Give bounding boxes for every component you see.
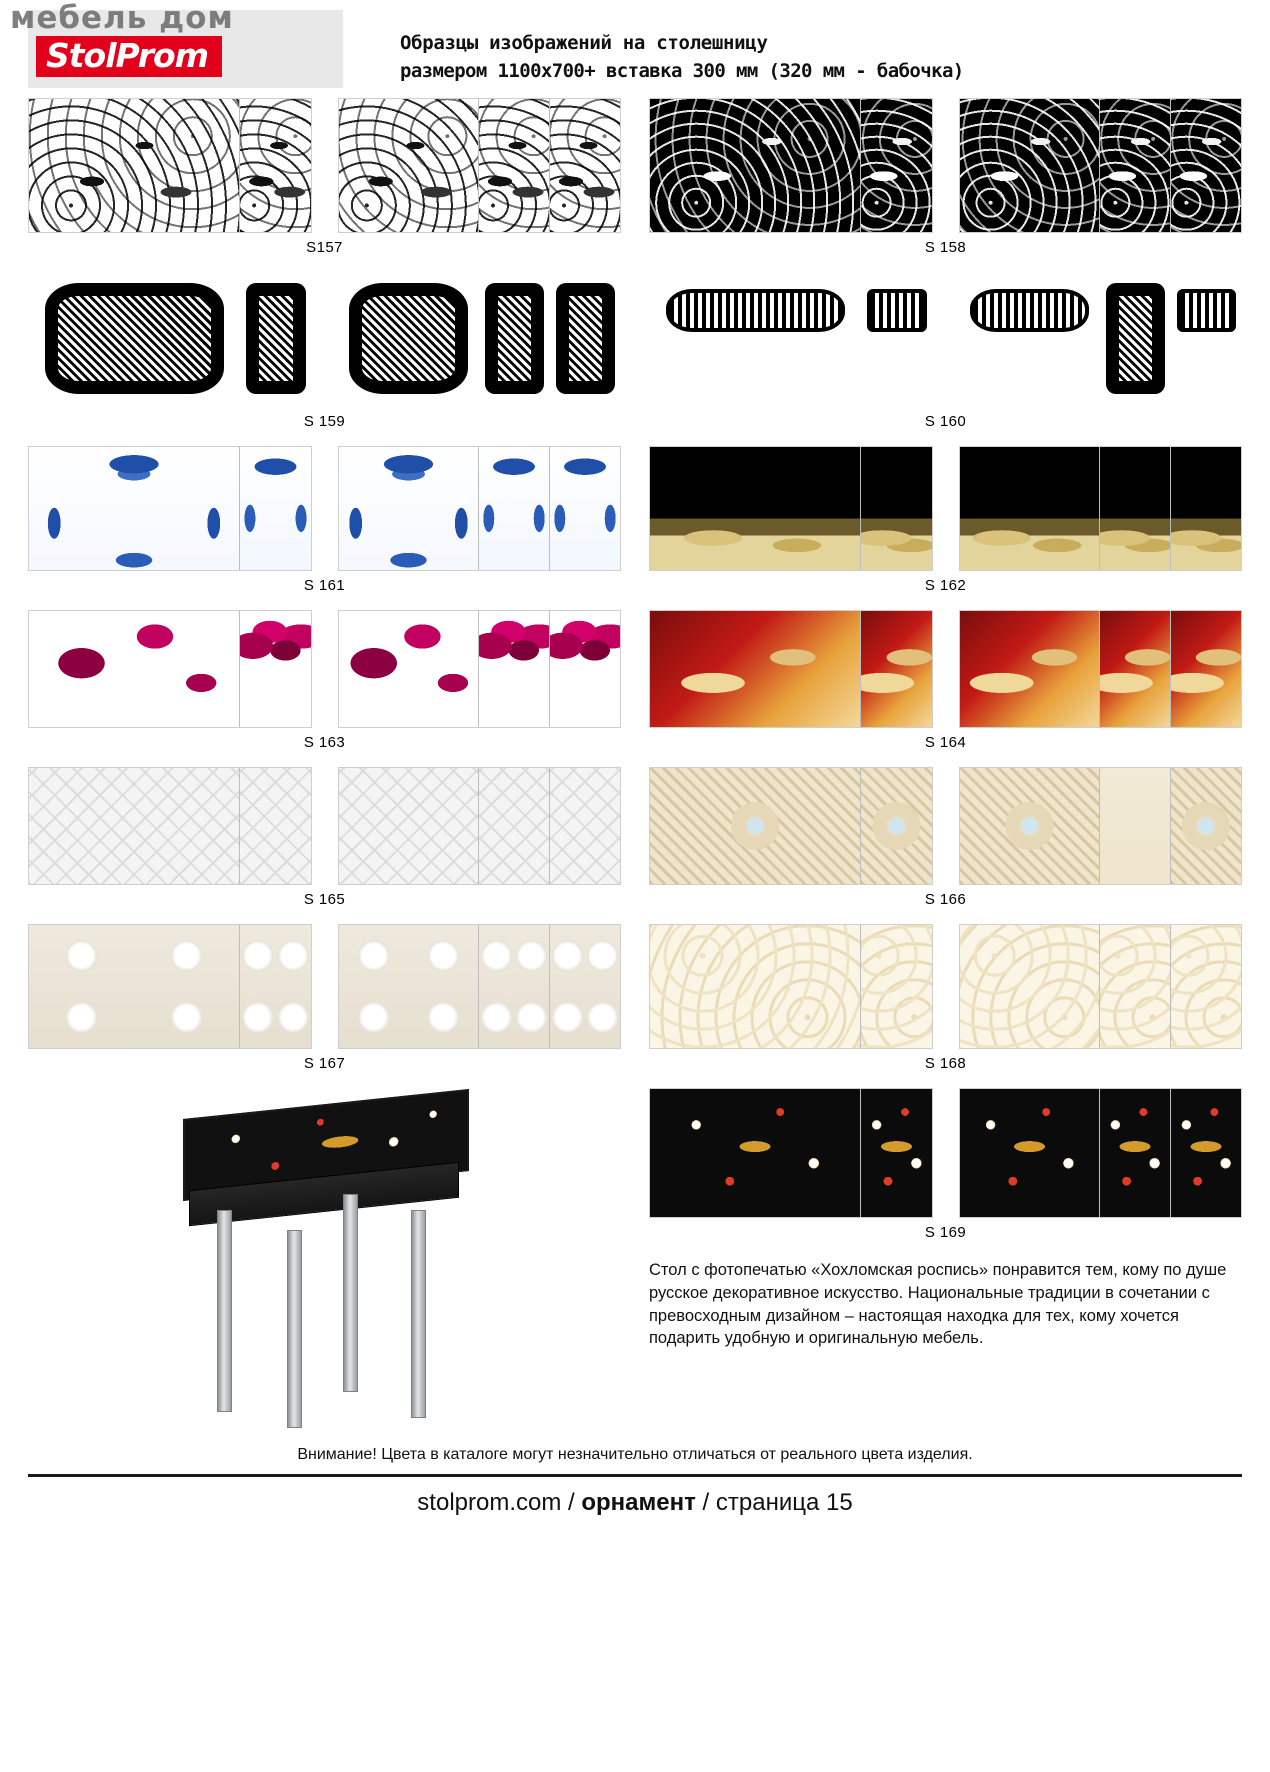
sample-s165[interactable]	[28, 767, 621, 918]
footer-page-number: страница 15	[715, 1489, 853, 1516]
panel	[650, 447, 861, 570]
page-title-line1: Образцы изображений на столешницу	[400, 32, 768, 54]
sample-s159[interactable]	[28, 272, 621, 440]
sample-strip	[338, 924, 622, 1049]
sample-strip	[338, 272, 622, 407]
panel	[1100, 272, 1171, 405]
panel	[960, 611, 1101, 727]
sample-strip	[649, 767, 933, 885]
sample-caption: S 158	[924, 239, 967, 256]
sample-s163[interactable]	[28, 610, 621, 761]
sample-caption: S157	[306, 239, 343, 256]
sample-caption: S 162	[924, 577, 967, 594]
sample-caption: S 166	[924, 891, 967, 908]
panel	[1100, 447, 1171, 570]
panel	[29, 925, 240, 1048]
sample-strip	[649, 446, 933, 571]
panel	[479, 611, 550, 727]
panel	[960, 1089, 1101, 1217]
panel	[861, 768, 931, 884]
panel	[550, 447, 620, 570]
table-leg	[343, 1194, 358, 1392]
panel	[28, 272, 241, 405]
panel	[1171, 447, 1241, 570]
samples-grid	[0, 98, 1270, 1428]
table-leg	[217, 1210, 232, 1412]
panel	[29, 611, 240, 727]
panel	[550, 99, 620, 232]
panel	[862, 272, 933, 405]
panel	[1100, 1089, 1171, 1217]
panel	[1171, 925, 1241, 1048]
panel	[960, 768, 1101, 884]
sample-strip	[649, 98, 933, 233]
sample-strip	[649, 610, 933, 728]
panel	[240, 925, 310, 1048]
sample-strip	[338, 610, 622, 728]
sample-strip	[28, 98, 312, 233]
sample-caption: S 169	[924, 1224, 967, 1241]
sample-strip	[649, 1088, 933, 1218]
panel	[550, 925, 620, 1048]
panel	[29, 447, 240, 570]
panel	[550, 611, 620, 727]
panel	[650, 1089, 861, 1217]
sample-caption: S 159	[303, 413, 346, 430]
panel	[649, 272, 862, 405]
sample-strip	[28, 767, 312, 885]
sample-strip	[28, 272, 312, 407]
table-leg	[411, 1210, 426, 1418]
sample-s160[interactable]	[649, 272, 1242, 440]
sample-strip	[959, 767, 1243, 885]
sample-row	[28, 272, 1242, 440]
panel	[861, 611, 931, 727]
sample-strip	[649, 272, 933, 407]
table-leg	[287, 1230, 302, 1428]
footer-divider	[28, 1474, 1242, 1477]
panel	[650, 99, 861, 232]
sample-caption: S 168	[924, 1055, 967, 1072]
panel	[1171, 768, 1241, 884]
sample-strip	[338, 767, 622, 885]
panel	[1100, 99, 1171, 232]
page-title	[400, 30, 964, 85]
sample-strip	[959, 1088, 1243, 1218]
panel	[339, 99, 480, 232]
page-title-line2: размером 1100x700+ вставка 300 мм (320 мм - бабочка)	[400, 59, 964, 82]
panel	[650, 768, 861, 884]
panel	[861, 1089, 931, 1217]
sample-row	[28, 1088, 1242, 1428]
sample-row	[28, 924, 1242, 1082]
panel	[960, 925, 1101, 1048]
sample-row	[28, 610, 1242, 761]
panel	[479, 925, 550, 1048]
panel	[550, 768, 620, 884]
sample-strip	[649, 924, 933, 1049]
sample-s157[interactable]	[28, 98, 621, 266]
sample-strip	[959, 446, 1243, 571]
sample-strip	[28, 924, 312, 1049]
sample-s167[interactable]	[28, 924, 621, 1082]
panel	[1171, 99, 1241, 232]
panel	[338, 272, 480, 405]
panel	[960, 99, 1101, 232]
sample-caption: S 161	[303, 577, 346, 594]
stolprom-logo: StolProm	[36, 36, 222, 77]
footer-section: орнамент	[581, 1489, 696, 1516]
sample-row	[28, 98, 1242, 266]
footer-site[interactable]: stolprom.com	[417, 1489, 562, 1516]
panel	[339, 925, 480, 1048]
panel	[1171, 611, 1241, 727]
table-photo	[175, 1098, 475, 1428]
sample-caption: S 165	[303, 891, 346, 908]
page-header	[0, 0, 1270, 98]
sample-strip	[338, 98, 622, 233]
sample-strip	[28, 610, 312, 728]
panel	[479, 447, 550, 570]
panel	[240, 768, 310, 884]
panel	[240, 447, 310, 570]
color-notice: Внимание! Цвета в каталоге могут незначительно отличаться от реального цвета изделия.	[297, 1446, 973, 1463]
sample-caption: S 160	[924, 413, 967, 430]
sample-s162[interactable]	[649, 446, 1242, 604]
page-footer	[0, 1489, 1270, 1517]
panel	[1171, 272, 1242, 405]
panel	[339, 611, 480, 727]
panel	[861, 447, 931, 570]
sample-s169-block[interactable]	[649, 1088, 1242, 1428]
panel	[240, 99, 310, 232]
sample-strip	[959, 98, 1243, 233]
footer-sep-1: /	[561, 1489, 582, 1516]
product-photo-block	[28, 1088, 621, 1428]
sample-strip	[338, 446, 622, 571]
panel	[339, 447, 480, 570]
panel	[650, 925, 861, 1048]
sample-s166[interactable]	[649, 767, 1242, 918]
sample-caption: S 163	[303, 734, 346, 751]
panel	[861, 99, 931, 232]
panel	[1100, 925, 1171, 1048]
sample-s168[interactable]	[649, 924, 1242, 1082]
product-description: Стол с фотопечатью «Хохломская роспись» понравится тем, кому по душе русское декоративное искусство. Национальные традиции в сочетании с превосходным дизайном – настоящая находка для тех, кому хочется подарить удобную и оригинальную мебель.	[649, 1261, 1227, 1348]
footer-sep-2: /	[695, 1489, 716, 1516]
sample-strip	[959, 610, 1243, 728]
sample-row	[28, 446, 1242, 604]
sample-s158[interactable]	[649, 98, 1242, 266]
sample-strip	[959, 272, 1243, 407]
sample-caption: S 164	[924, 734, 967, 751]
panel	[29, 99, 240, 232]
panel	[479, 99, 550, 232]
panel	[550, 272, 621, 405]
sample-caption: S 167	[303, 1055, 346, 1072]
panel	[960, 447, 1101, 570]
panel	[1100, 768, 1171, 884]
panel	[29, 768, 240, 884]
sample-strip	[959, 924, 1243, 1049]
panel	[479, 768, 550, 884]
panel	[479, 272, 550, 405]
sample-s164[interactable]	[649, 610, 1242, 761]
sample-strip	[28, 446, 312, 571]
panel	[339, 768, 480, 884]
sample-row	[28, 767, 1242, 918]
panel	[1100, 611, 1171, 727]
brand-watermark: мебель дом	[10, 0, 234, 36]
panel	[959, 272, 1101, 405]
sample-s161[interactable]	[28, 446, 621, 604]
panel	[1171, 1089, 1241, 1217]
panel	[650, 611, 861, 727]
panel	[240, 611, 310, 727]
panel	[241, 272, 312, 405]
panel	[861, 925, 931, 1048]
